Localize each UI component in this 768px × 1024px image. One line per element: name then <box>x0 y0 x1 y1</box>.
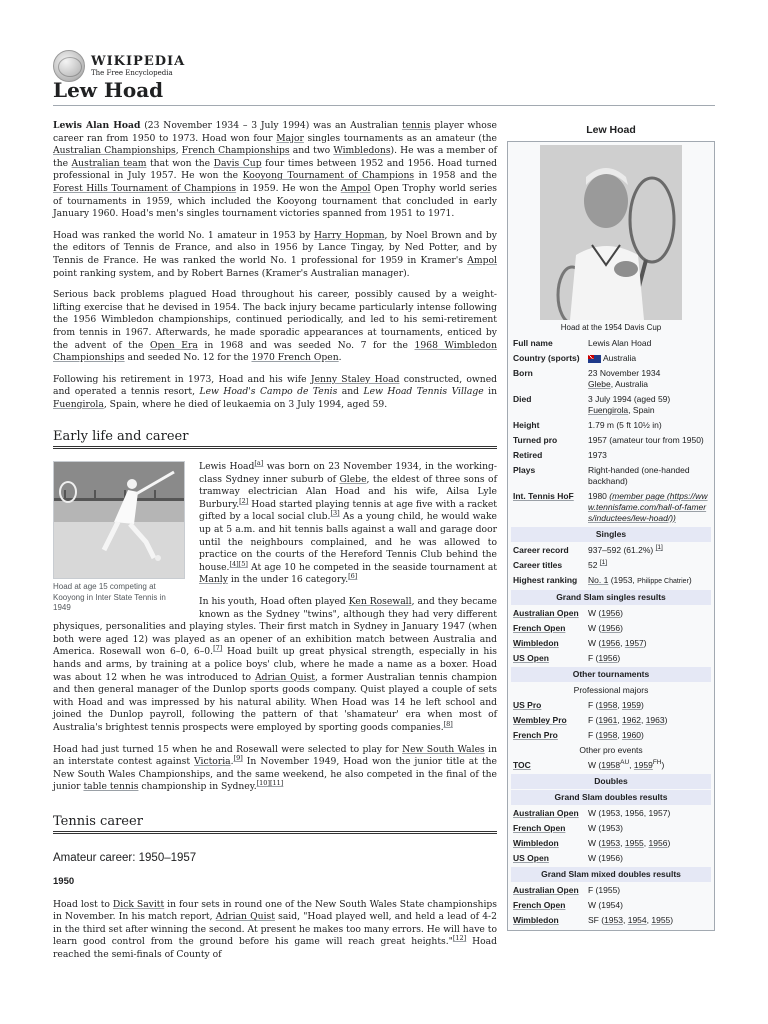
row-wembley-pro <box>511 713 711 728</box>
text: F ( <box>588 715 599 725</box>
link-australian-team[interactable]: Australian team <box>71 157 147 169</box>
row-doubles-ao <box>511 806 711 821</box>
text: , and they became known as the Sydney "twins", although they had very different physiques, personalities and playing styles. Their first match in Sydney in January 1947 (when both were aged 12) was played as an opener of an exhibition match between Australia and America. Rosewall won 6–0, 6–0. <box>53 596 497 658</box>
value <box>588 653 711 664</box>
text: W ( <box>588 823 602 833</box>
early-paragraph-2 <box>53 596 497 735</box>
link-year[interactable]: 1961 <box>598 715 618 725</box>
link-year[interactable]: 1953 <box>601 838 621 848</box>
text: W ( <box>588 623 602 633</box>
text: Lew Hoad Tennis Village <box>363 386 484 398</box>
text: , a former Australian tennis champion and then general manager of the Dunlop sports goods company. Quist played a couple of sets with Hoad and was impressed by his natural ability. When Hoad was 14 he left school and joined the Dunlop payroll, following the pattern of that 'shamateur' era when most of Australia's brightest tennis prospects were employed by sporting goods companies. <box>53 671 497 733</box>
value: Lewis Alan Hoad <box>588 338 652 348</box>
value <box>588 823 711 834</box>
text: , Spain <box>628 405 655 415</box>
text: Hoad reached the semi-finals of County of <box>53 936 498 961</box>
text: ). He was a member of the <box>53 145 498 169</box>
text: , <box>617 700 623 710</box>
label: Height <box>513 420 540 430</box>
link-adrian-quist[interactable]: Adrian Quist <box>255 671 315 683</box>
text: At age 10 he competed in the seaside tournament at <box>247 561 497 573</box>
ref-4-5[interactable]: [4][5] <box>229 559 248 568</box>
ref-6[interactable]: [6] <box>348 572 358 581</box>
text: As a young child, he would wake up at 5 a.m. and hit tennis balls against a wall and garage door until the neighbours complained, and he was allowed to practice on the courts of the Hereford Tennis Club behind the house. <box>199 511 497 573</box>
text: championship in Sydney. <box>138 781 257 793</box>
text: in 1959. He won the <box>236 182 341 194</box>
heading-1950: 1950 <box>53 876 75 888</box>
value <box>588 353 711 364</box>
text: , <box>622 915 628 925</box>
text: 937–592 (61.2%) <box>588 545 654 555</box>
text: F ( <box>588 700 599 710</box>
row-career-record <box>511 543 711 558</box>
text: in 1968 and was seeded No. 7 for the <box>197 339 415 351</box>
link-year[interactable]: 1963 <box>645 715 665 725</box>
text: ) <box>640 730 644 740</box>
link-australia[interactable]: Australia <box>603 353 637 363</box>
value <box>588 730 711 741</box>
row-country <box>511 351 711 366</box>
value: 1973 <box>588 450 607 460</box>
text: F ( <box>588 730 599 740</box>
link-jenny-staley-hoad[interactable]: Jenny Staley Hoad <box>310 373 400 385</box>
link-year[interactable]: 1959 <box>622 700 641 710</box>
text: , Spain, where he died of leukaemia on 3 July 1994, aged 59. <box>103 398 388 410</box>
row-highest-ranking <box>511 573 711 589</box>
text: W ( <box>588 638 602 648</box>
text: ) <box>620 608 623 618</box>
text: , <box>620 638 625 648</box>
link-australian-championships[interactable]: Australian Championships <box>53 145 176 157</box>
thumbnail <box>53 461 185 614</box>
subsection-pro-majors: Professional majors <box>573 685 649 695</box>
text: singles tournaments as an amateur (the <box>303 132 497 144</box>
row-uso <box>511 651 711 666</box>
text: Hoad started playing tennis at age five with a racket gifted by a local social club. <box>199 498 497 523</box>
value <box>588 545 711 556</box>
text: ) <box>667 808 671 818</box>
photo-hoad-davis-cup[interactable] <box>540 145 682 320</box>
value <box>588 760 711 771</box>
link-1968-wimbledon[interactable]: 1968 Wimbledon Championships <box>53 339 498 364</box>
row-french-pro <box>511 728 711 743</box>
link-year[interactable]: 1955 <box>651 915 671 925</box>
link-harry-hopman[interactable]: Harry Hopman <box>313 229 385 241</box>
tennis-paragraph-1 <box>53 899 497 962</box>
photo-hoad-age-15[interactable] <box>53 461 185 579</box>
value <box>588 560 711 571</box>
row-plays <box>511 463 711 489</box>
link-us-pro[interactable]: US Pro <box>513 700 542 710</box>
link-adrian-quist[interactable]: Adrian Quist <box>215 911 275 923</box>
link-victoria[interactable]: Victoria <box>194 756 231 768</box>
text: said, "Hoad played well, and held a lead of 4-2 in the third set after winning the second. At present he makes too many errors. He will have to learn good control from the ground before his game will reach great heights." <box>53 911 497 948</box>
value <box>588 623 711 634</box>
link-wimbledon[interactable]: Wimbledon <box>513 638 559 648</box>
ref-3[interactable]: [3] <box>330 509 340 518</box>
link-year[interactable]: 1956 <box>601 608 621 618</box>
text: 1953 <box>601 823 621 833</box>
text: Lewis Hoad <box>199 461 255 473</box>
heading-early-life: Early life and career <box>53 431 497 449</box>
text: W ( <box>588 838 602 848</box>
text: F ( <box>588 653 599 663</box>
text: in four sets in round one of the New South Wales State championships in November. In his match report, <box>53 898 497 923</box>
value <box>588 915 711 926</box>
ref-8[interactable]: [8] <box>443 719 453 728</box>
section-other-tournaments: Other tournaments <box>511 667 711 682</box>
link-year[interactable]: 1958 <box>598 700 618 710</box>
text: . <box>338 352 342 364</box>
link-year[interactable]: 1955 <box>624 838 644 848</box>
value <box>588 608 711 619</box>
text: AU <box>620 759 630 767</box>
link-glebe[interactable]: Glebe <box>339 473 367 485</box>
row-career-titles <box>511 558 711 573</box>
value <box>588 394 711 416</box>
row-wimbledon <box>511 636 711 651</box>
row-mixed-fo <box>511 898 711 913</box>
lead-paragraph-1 <box>53 120 497 221</box>
link-year[interactable]: 1954 <box>627 915 647 925</box>
value <box>588 491 711 524</box>
link-fuengirola[interactable]: Fuengirola <box>588 405 629 415</box>
value: 1.79 m (5 ft 10½ in) <box>588 420 662 430</box>
text: four times between 1952 and 1956. Hoad turned professional in July 1957. He won the <box>53 157 498 182</box>
link-major[interactable]: Major <box>276 132 304 144</box>
infobox <box>507 125 715 931</box>
link-year[interactable]: 1962 <box>622 715 641 725</box>
link-1970-french-open[interactable]: 1970 French Open <box>251 352 339 364</box>
row-born <box>511 366 711 392</box>
link-ken-rosewall[interactable]: Ken Rosewall <box>348 596 412 607</box>
row-us-pro <box>511 698 711 713</box>
section-doubles: Doubles <box>511 774 711 789</box>
text: , <box>629 760 634 770</box>
heading-amateur-career: Amateur career: 1950–1957 <box>53 851 197 864</box>
text: In November 1949, Hoad won the junior title at the New South Wales Championships, and the same weekend, he also competed in the final of the junior <box>53 756 497 793</box>
row-doubles-uso <box>511 851 711 866</box>
text: Hoad built up great physical strength, especially in his hands and arms, by training at a police boys' club, where he made a name as a boxer. Hoad was about 12 when he was introduced to <box>53 646 497 683</box>
text: and seeded No. 12 for the <box>124 352 252 364</box>
value <box>588 838 711 849</box>
link-glebe[interactable]: Glebe <box>588 379 611 389</box>
infobox-caption: Hoad at the 1954 Davis Cup <box>560 323 662 332</box>
subsection-other-pro: Other pro events <box>579 745 643 755</box>
link-french-open[interactable]: French Open <box>513 823 566 833</box>
link-hall-of-fame[interactable]: Int. Tennis HoF <box>513 491 574 501</box>
label: Full name <box>513 338 553 348</box>
article-body <box>53 120 497 971</box>
born-date: 23 November 1934 <box>588 368 661 378</box>
text: point ranking system, and by Robert Barnes (Kramer's Australian manager). <box>53 267 410 279</box>
link-year[interactable]: 1956 <box>601 623 621 633</box>
ref-9[interactable]: [9] <box>233 754 243 763</box>
link-kooyong[interactable]: Kooyong Tournament of Champions <box>242 170 415 182</box>
link-year[interactable]: 1957 <box>624 638 644 648</box>
text: 1953 <box>601 808 621 818</box>
lead-paragraph-3 <box>53 289 497 365</box>
row-toc <box>511 758 711 773</box>
label: Career record <box>513 545 569 555</box>
link-fuengirola[interactable]: Fuengirola <box>53 398 104 410</box>
link-french-championships[interactable]: French Championships <box>181 145 290 157</box>
text: , by Noel Brown and by the editors of Tennis de France, and also in 1956 by Lance Tingay, by Ned Potter, and by Tennis de France. He was ranked the world No. 1 professional for 1959 in Kramer's <box>53 229 497 266</box>
text: ) <box>617 653 621 663</box>
link-year[interactable]: 1958 <box>601 760 621 770</box>
row-full-name <box>511 336 711 351</box>
text: Following his retirement in 1973, Hoad and his wife <box>53 373 311 385</box>
link-ampol[interactable]: Ampol <box>340 182 371 194</box>
text: (23 November 1934 – 3 July 1994) was an Australian <box>140 120 403 131</box>
page-title: Lew Hoad <box>53 78 164 102</box>
row-turned-pro <box>511 433 711 448</box>
label: Plays <box>513 465 536 475</box>
link-australian-open[interactable]: Australian Open <box>513 608 579 618</box>
ref-10-11[interactable]: [10][11] <box>256 779 284 788</box>
text: In his youth, Hoad often played <box>199 596 349 607</box>
value: F (1955) <box>588 885 621 895</box>
lead-paragraph-2 <box>53 230 497 280</box>
value: W (1956) <box>588 853 623 863</box>
text: FH <box>652 759 662 767</box>
link-year[interactable]: 1956 <box>598 653 618 663</box>
row-doubles-fo <box>511 821 711 836</box>
text: ) <box>667 838 671 848</box>
link-dick-savitt[interactable]: Dick Savitt <box>112 898 165 910</box>
row-mixed-ao <box>511 883 711 898</box>
infobox-photo-placeholder <box>540 145 682 320</box>
link-table-tennis[interactable]: table tennis <box>83 781 139 793</box>
link-year[interactable]: 1958 <box>598 730 618 740</box>
value <box>588 638 711 649</box>
label: Retired <box>513 450 543 460</box>
section-gs-mixed: Grand Slam mixed doubles results <box>511 867 711 882</box>
text: constructed, owned and operated a tennis resort, <box>53 373 498 398</box>
text: , the eldest of three sons of tramway electrician Alan Hoad and his wife, Ailsa Lyle Burbury. <box>199 473 497 510</box>
text: Serious back problems plagued Hoad throughout his career, possibly caused by a weight-lifting exercise that he devised in 1954. The back injury became particularly intense following the 1956 Wimbledon championships, continued periodically, and led to his semi-retirement from tennis in 1967. Afterwards, he made sporadic appearances at tournaments, enticed by the advent of the <box>53 289 497 351</box>
link-year[interactable]: 1960 <box>622 730 641 740</box>
site-tagline: The Free Encyclopedia <box>91 69 173 77</box>
text: in <box>483 386 497 398</box>
text: ) <box>661 760 665 770</box>
link-manly[interactable]: Manly <box>199 574 228 586</box>
text: (1953, <box>608 575 638 585</box>
section-gs-doubles: Grand Slam doubles results <box>511 790 711 805</box>
ref-1[interactable]: [1] <box>599 559 608 567</box>
text: that won the <box>146 157 214 169</box>
value <box>588 368 711 390</box>
link-wimbledons[interactable]: Wimbledons <box>333 145 391 157</box>
text: . <box>230 756 234 768</box>
link-member-page[interactable]: (member page (https://www.tennisfame.com/hall-of-famers/inductees/lew-hoad/)) <box>588 491 708 523</box>
text: and two <box>289 145 334 157</box>
text: , <box>617 730 623 740</box>
link-open-era[interactable]: Open Era <box>149 339 198 351</box>
row-doubles-wimbledon <box>511 836 711 851</box>
value: 1957 (amateur tour from 1950) <box>588 435 704 445</box>
died-date: 3 July 1994 (aged 59) <box>588 394 671 404</box>
value: W (1954) <box>588 900 623 910</box>
text: 1957 <box>648 808 668 818</box>
text: ) <box>688 575 692 585</box>
link-us-open[interactable]: US Open <box>513 653 549 663</box>
early-paragraph-3 <box>53 744 497 794</box>
heading-tennis-career: Tennis career <box>53 816 497 834</box>
text: , <box>620 808 625 818</box>
link-year[interactable]: 1956 <box>601 638 621 648</box>
text: Hoad was ranked the world No. 1 amateur in 1953 by <box>53 229 314 241</box>
value: Right-handed (one-handed backhand) <box>588 465 690 486</box>
link-ampol[interactable]: Ampol <box>467 254 497 266</box>
text: , <box>640 715 646 725</box>
value <box>588 808 711 819</box>
link-us-open[interactable]: US Open <box>513 853 549 863</box>
label: Turned pro <box>513 435 558 445</box>
link-no-1[interactable]: No. 1 <box>588 575 609 585</box>
text: , <box>643 808 649 818</box>
section-singles: Singles <box>511 527 711 542</box>
link-wimbledon[interactable]: Wimbledon <box>513 915 559 925</box>
text: 52 <box>588 560 598 570</box>
value <box>588 700 711 711</box>
text: ) <box>670 915 674 925</box>
text: ) <box>620 823 623 833</box>
text: ) <box>640 700 644 710</box>
lead-paragraph-4 <box>53 374 497 412</box>
text: ) <box>664 715 668 725</box>
text: SF ( <box>588 915 605 925</box>
row-hof <box>511 489 711 526</box>
label: Country (sports) <box>513 353 580 363</box>
text: , <box>620 838 625 848</box>
text: W ( <box>588 760 602 770</box>
link-davis-cup[interactable]: Davis Cup <box>213 157 262 169</box>
ref-2[interactable]: [2] <box>239 496 249 505</box>
link-forest-hills[interactable]: Forest Hills Tournament of Champions <box>53 182 237 194</box>
text: and <box>337 386 364 398</box>
link-toc[interactable]: TOC <box>513 760 531 770</box>
lead-name: Lewis Alan Hoad <box>53 120 141 131</box>
link-wimbledon[interactable]: Wimbledon <box>513 838 559 848</box>
text: 1980 <box>588 491 610 501</box>
text: player whose career ran from 1950 to 1973. Hoad won four <box>53 120 497 144</box>
text: Philippe Chatrier <box>637 578 689 585</box>
infobox-title: Lew Hoad <box>586 124 636 136</box>
row-ao <box>511 606 711 621</box>
australia-flag-icon <box>588 355 601 363</box>
text: , Australia <box>610 379 649 389</box>
link-new-south-wales[interactable]: New South Wales <box>402 743 485 755</box>
section-gs-singles: Grand Slam singles results <box>511 590 711 605</box>
row-mixed-wimbledon <box>511 913 711 928</box>
row-retired <box>511 448 711 463</box>
link-year[interactable]: 1953 <box>604 915 623 925</box>
title-divider <box>53 105 715 106</box>
row-fo <box>511 621 711 636</box>
thumbnail-caption: Hoad at age 15 competing at Kooyong in Inter State Tennis in 1949 <box>53 582 166 613</box>
text: W ( <box>588 808 602 818</box>
text: Open Trophy world series of tournaments in 1959, which included the Kooyong tournament that concluded in early January 1960. Hoad's men's singles tournament victories spanned from 1951 to 1971. <box>53 182 497 220</box>
text: Hoad had just turned 15 when he and Rosewall were selected to play for <box>53 743 403 755</box>
text: ) <box>643 638 647 648</box>
link-french-open[interactable]: French Open <box>513 900 566 910</box>
link-australian-open[interactable]: Australian Open <box>513 808 579 818</box>
row-died <box>511 392 711 418</box>
infobox-frame <box>507 141 715 931</box>
label: Highest ranking <box>513 575 578 585</box>
text: 1956 <box>624 808 644 818</box>
text: W ( <box>588 608 602 618</box>
link-french-pro[interactable]: French Pro <box>513 730 558 740</box>
value <box>588 715 711 726</box>
link-australian-open[interactable]: Australian Open <box>513 885 579 895</box>
ref-1[interactable]: [1] <box>655 544 663 552</box>
row-height <box>511 418 711 433</box>
text: in 1958 and the <box>414 170 497 182</box>
text: ) <box>620 623 623 633</box>
link-french-open[interactable]: French Open <box>513 623 566 633</box>
text: , <box>617 715 623 725</box>
text: , <box>643 838 649 848</box>
text: , <box>175 145 182 157</box>
text: Lew Hoad's Campo de Tenis <box>199 386 338 398</box>
text: , <box>646 915 652 925</box>
ref-7[interactable]: [7] <box>213 644 223 653</box>
ref-12[interactable]: [12] <box>452 934 467 943</box>
footnote-a[interactable]: [a] <box>254 459 264 467</box>
value <box>588 575 711 587</box>
link-tennis[interactable]: tennis <box>402 120 431 131</box>
text: was born on 23 November 1934, in the working-class Sydney inner suburb of <box>199 461 497 485</box>
link-year[interactable]: 1959 <box>633 760 653 770</box>
text: in an interstate contest against <box>53 743 497 768</box>
label: Career titles <box>513 560 563 570</box>
link-wembley-pro[interactable]: Wembley Pro <box>513 715 567 725</box>
label: Born <box>513 368 533 378</box>
photo-placeholder <box>54 462 184 578</box>
label: Died <box>513 394 532 404</box>
site-name: WIKIPEDIA <box>91 54 186 69</box>
text: in the under 16 category. <box>227 574 349 586</box>
link-year[interactable]: 1956 <box>648 838 668 848</box>
text: Hoad lost to <box>53 898 113 910</box>
